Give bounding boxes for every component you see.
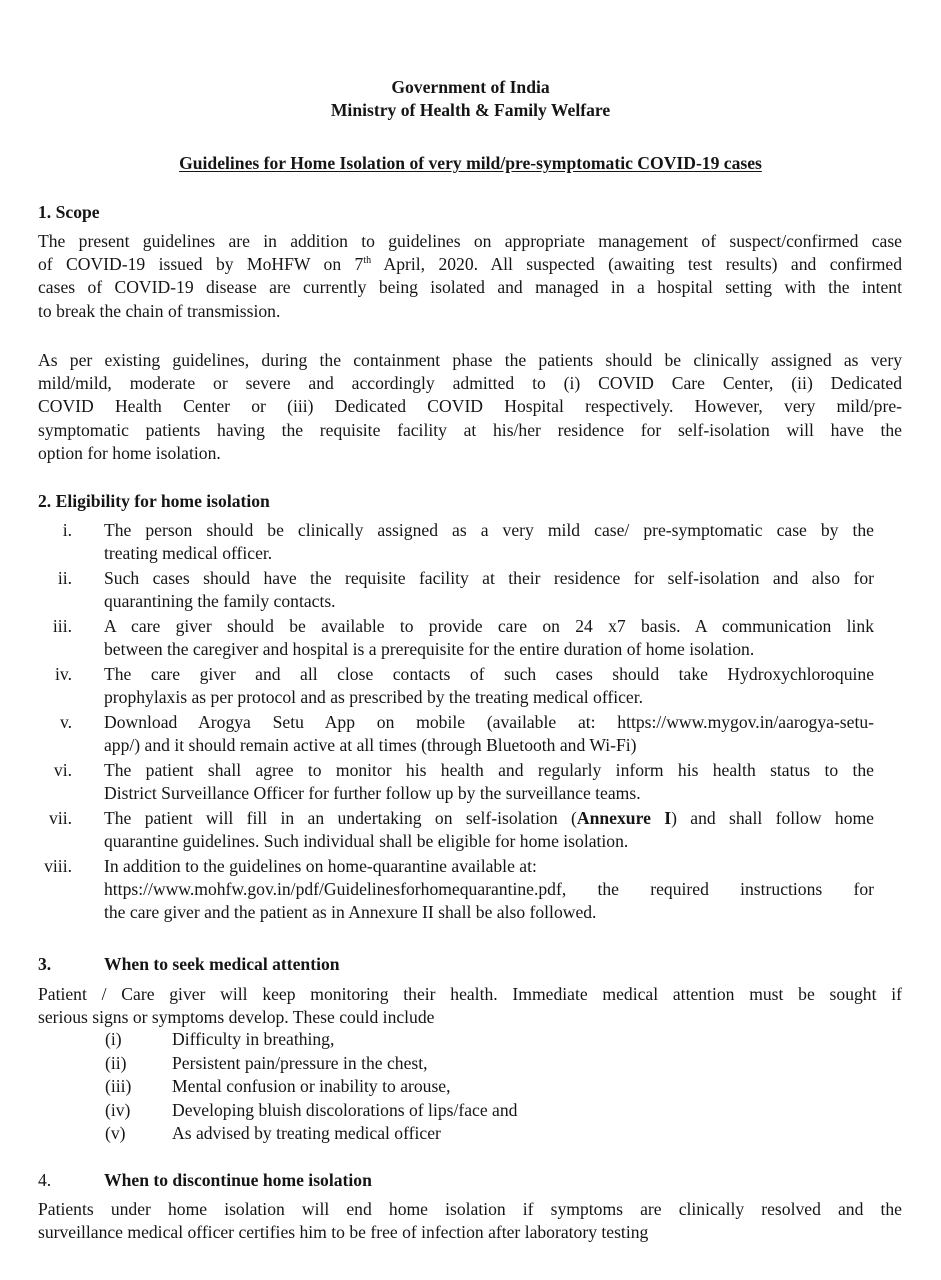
text-fragment: of COVID-19 issued by MoHFW on 7 (38, 254, 364, 275)
list-number: vii. (49, 808, 72, 828)
section-4-heading: When to discontinue home isolation (104, 1170, 372, 1190)
text-line: cases of COVID-19 disease are currently being isolated and managed in a hospital setting with the intent (38, 277, 902, 298)
text-line: A care giver should be available to provide care on 24 x7 basis. A communication link (104, 616, 874, 636)
text-fragment: ) and shall follow home (671, 808, 874, 828)
list-text (104, 759, 874, 805)
text-line: Download Arogya Setu App on mobile (available at: https://www.mygov.in/aarogya-setu- (104, 712, 874, 732)
list-number: v. (59, 712, 72, 732)
text-line: COVID Health Center or (iii) Dedicated COVID Hospital respectively. However, very mild/pre- (38, 396, 902, 417)
text-line: prophylaxis as per protocol and as prescribed by the treating medical officer. (104, 687, 644, 708)
list-text (104, 519, 874, 565)
list-text: Persistent pain/pressure in the chest, (172, 1053, 428, 1073)
list-text (104, 663, 874, 709)
discontinue-paragraph (38, 1198, 902, 1244)
section-3-number: 3. (38, 954, 52, 974)
list-text (104, 711, 874, 757)
list-number: (iv) (105, 1100, 131, 1120)
text-line: mild/mild, moderate or severe and accordingly admitted to (i) COVID Care Center, (ii) Dedicated (38, 373, 902, 394)
text-line: Patient / Care giver will keep monitoring their health. Immediate medical attention must be sought if (38, 984, 902, 1004)
list-text: Developing bluish discolorations of lips/face and (172, 1100, 518, 1120)
text-fragment: April, 2020. All suspected (awaiting test results) and confirmed (371, 254, 903, 275)
text-line: In addition to the guidelines on home-quarantine available at: (104, 856, 537, 876)
text-line: Such cases should have the requisite facility at their residence for self-isolation and also for (104, 568, 874, 588)
text-line: As per existing guidelines, during the containment phase the patients should be clinically assigned as very (38, 350, 902, 370)
list-text (104, 855, 874, 925)
list-number: vi. (53, 760, 72, 780)
list-number: (ii) (105, 1053, 127, 1073)
scope-paragraph-2 (38, 349, 902, 465)
list-number: viii. (44, 856, 72, 876)
section-4-number: 4. (38, 1170, 52, 1190)
list-number: (iii) (105, 1076, 132, 1096)
medical-attention-paragraph (38, 983, 902, 1029)
text-line: to break the chain of transmission. (38, 300, 281, 321)
list-number: (i) (105, 1029, 122, 1049)
section-3-heading: When to seek medical attention (104, 954, 340, 974)
text-line: The person should be clinically assigned as a very mild case/ pre-symptomatic case by the (104, 520, 874, 540)
text-line: The care giver and all close contacts of such cases should take Hydroxychloroquine (104, 664, 874, 684)
list-number: i. (62, 520, 72, 540)
list-number: iv. (55, 664, 72, 684)
list-text (104, 807, 874, 853)
text-line: option for home isolation. (38, 442, 221, 463)
text-line: District Surveillance Officer for further follow up by the surveillance teams. (104, 783, 641, 804)
document-title-text: Guidelines for Home Isolation of very mild/pre-symptomatic COVID-19 cases (179, 153, 762, 173)
scope-paragraph-1 (38, 230, 902, 323)
text-fragment: The patient will fill in an undertaking on self-isolation ( (104, 808, 577, 828)
list-text: Difficulty in breathing, (172, 1029, 335, 1049)
list-number: (v) (105, 1123, 126, 1143)
text-line: symptomatic patients having the requisite facility at his/her residence for self-isolation will have the (38, 419, 902, 440)
text-line: quarantining the family contacts. (104, 591, 336, 612)
section-eligibility-heading: 2. Eligibility for home isolation (38, 491, 270, 511)
text-line: between the caregiver and hospital is a prerequisite for the entire duration of home isolation. (104, 639, 755, 660)
list-text: As advised by treating medical officer (172, 1123, 441, 1143)
document-title (0, 152, 941, 175)
list-number: ii. (57, 568, 72, 588)
annexure-reference: Annexure I (576, 808, 672, 828)
header-ministry: Ministry of Health & Family Welfare (330, 100, 611, 120)
text-line (104, 807, 874, 830)
section-scope-heading: 1. Scope (38, 202, 100, 222)
text-line: Patients under home isolation will end home isolation if symptoms are clinically resolved and the (38, 1199, 902, 1219)
list-text: Mental confusion or inability to arouse, (172, 1076, 451, 1096)
text-line (38, 253, 902, 276)
text-line: quarantine guidelines. Such individual shall be eligible for home isolation. (104, 831, 629, 852)
text-line: The patient shall agree to monitor his health and regularly inform his health status to the (104, 760, 874, 780)
text-line: The present guidelines are in addition to guidelines on appropriate management of suspect/confirmed case (38, 231, 902, 251)
list-text (104, 615, 874, 661)
text-line: https://www.mohfw.gov.in/pdf/Guidelinesforhomequarantine.pdf, the required instructions for (104, 879, 874, 900)
superscript: th (363, 255, 372, 267)
list-number: iii. (52, 616, 72, 636)
text-line: app/) and it should remain active at all times (through Bluetooth and Wi-Fi) (104, 735, 637, 756)
text-line: the care giver and the patient as in Annexure II shall be also followed. (104, 902, 597, 923)
text-line: serious signs or symptoms develop. These could include (38, 1007, 435, 1028)
text-line: treating medical officer. (104, 543, 273, 564)
text-line: surveillance medical officer certifies him to be free of infection after laboratory testing (38, 1222, 649, 1243)
header-government: Government of India (391, 77, 550, 97)
list-text (104, 567, 874, 613)
